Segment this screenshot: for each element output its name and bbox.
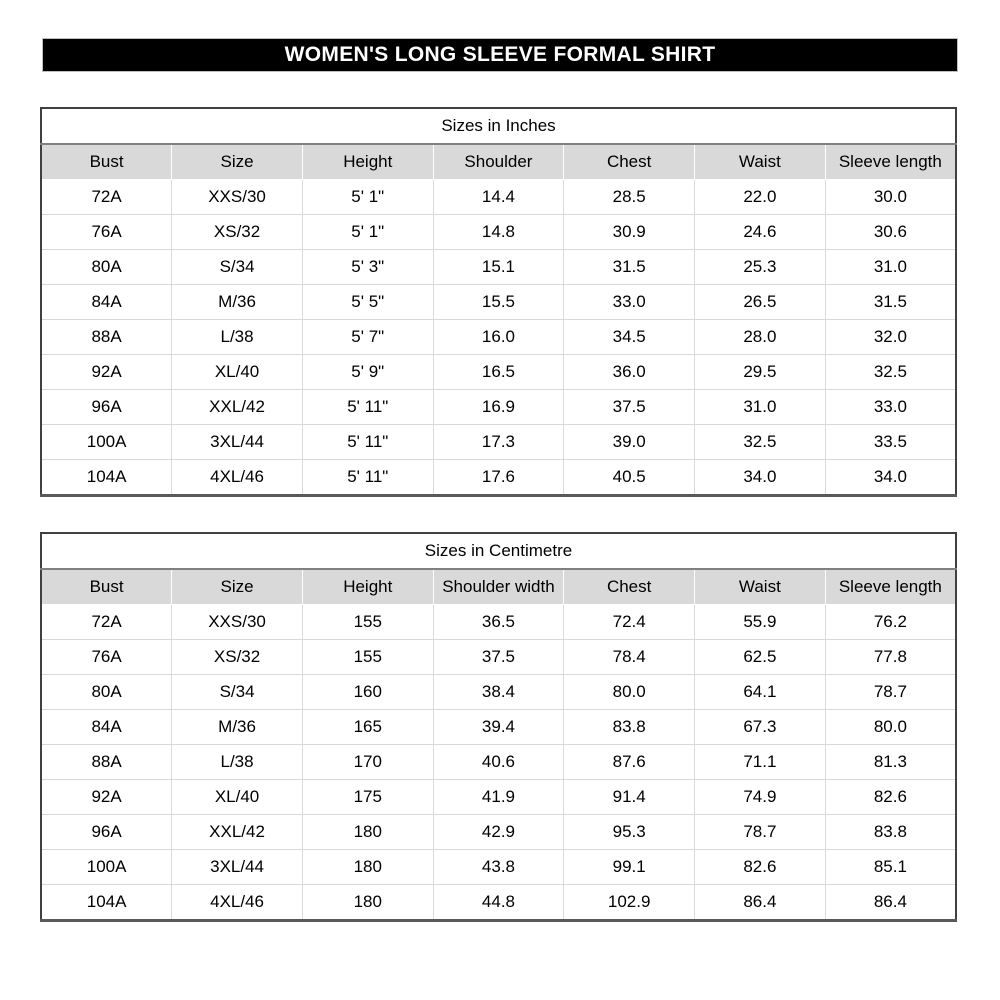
table-caption-row — [41, 533, 956, 569]
table-cell: 170 — [302, 745, 433, 780]
table-cell: M/36 — [172, 285, 303, 320]
table-row — [41, 425, 956, 460]
table-row — [41, 885, 956, 921]
table-cell: 64.1 — [695, 675, 826, 710]
table-cell: L/38 — [172, 745, 303, 780]
table-row — [41, 390, 956, 425]
table-cell: 5' 11" — [302, 460, 433, 496]
table-cell: 86.4 — [695, 885, 826, 921]
table-cell: 31.5 — [825, 285, 956, 320]
table-row — [41, 710, 956, 745]
table-cell: 81.3 — [825, 745, 956, 780]
table-row — [41, 180, 956, 215]
table-cell: 76.2 — [825, 605, 956, 640]
table-cell: 78.7 — [825, 675, 956, 710]
table-cell: 43.8 — [433, 850, 564, 885]
table-cell: 26.5 — [695, 285, 826, 320]
table-cell: 76A — [41, 215, 172, 250]
table-cell: 104A — [41, 460, 172, 496]
table-body — [41, 180, 956, 496]
table-cell: 30.6 — [825, 215, 956, 250]
table-cell: 28.5 — [564, 180, 695, 215]
table-cell: 32.5 — [695, 425, 826, 460]
table-cell: 84A — [41, 710, 172, 745]
table-row — [41, 850, 956, 885]
table-cell: XS/32 — [172, 640, 303, 675]
table-cell: S/34 — [172, 250, 303, 285]
table-cell: 33.0 — [564, 285, 695, 320]
table-cell: 72.4 — [564, 605, 695, 640]
table-cell: 17.6 — [433, 460, 564, 496]
table-cell: 82.6 — [825, 780, 956, 815]
table-cell: 85.1 — [825, 850, 956, 885]
column-header-waist: Waist — [695, 144, 826, 180]
table-cell: 160 — [302, 675, 433, 710]
table-cell: 32.5 — [825, 355, 956, 390]
table-header-row — [41, 144, 956, 180]
table-row — [41, 320, 956, 355]
table-cell: 5' 5" — [302, 285, 433, 320]
table-cell: 29.5 — [695, 355, 826, 390]
table-cell: 22.0 — [695, 180, 826, 215]
table-cell: XXL/42 — [172, 390, 303, 425]
table-cell: 31.5 — [564, 250, 695, 285]
table-row — [41, 605, 956, 640]
table-cell: 80A — [41, 250, 172, 285]
table-row — [41, 640, 956, 675]
table-cell: M/36 — [172, 710, 303, 745]
table-cell: 40.5 — [564, 460, 695, 496]
table-cell: 34.0 — [825, 460, 956, 496]
table-cell: 77.8 — [825, 640, 956, 675]
table-row — [41, 460, 956, 496]
table-cell: 14.8 — [433, 215, 564, 250]
table-cell: 62.5 — [695, 640, 826, 675]
table-cell: 33.5 — [825, 425, 956, 460]
table-cell: 155 — [302, 640, 433, 675]
table-cell: 71.1 — [695, 745, 826, 780]
column-header-sleeve-length: Sleeve length — [825, 144, 956, 180]
table-cell: 104A — [41, 885, 172, 921]
table-cell: 102.9 — [564, 885, 695, 921]
table-cell: 32.0 — [825, 320, 956, 355]
table-cell: 88A — [41, 745, 172, 780]
table-cell: 30.9 — [564, 215, 695, 250]
table-cell: 5' 11" — [302, 390, 433, 425]
table-cell: 96A — [41, 390, 172, 425]
table-cell: S/34 — [172, 675, 303, 710]
table-cell: XL/40 — [172, 780, 303, 815]
table-row — [41, 780, 956, 815]
table-cell: 80.0 — [564, 675, 695, 710]
table-cell: 16.5 — [433, 355, 564, 390]
column-header-shoulder: Shoulder — [433, 144, 564, 180]
table-cell: 38.4 — [433, 675, 564, 710]
table-cell: XXS/30 — [172, 180, 303, 215]
table-cell: 72A — [41, 180, 172, 215]
table-cell: 3XL/44 — [172, 850, 303, 885]
table-cell: 16.0 — [433, 320, 564, 355]
column-header-size: Size — [172, 144, 303, 180]
table-cell: 180 — [302, 850, 433, 885]
column-header-waist: Waist — [695, 569, 826, 605]
table-cell: 74.9 — [695, 780, 826, 815]
table-cell: 5' 3" — [302, 250, 433, 285]
table-cell: 40.6 — [433, 745, 564, 780]
table-cell: 72A — [41, 605, 172, 640]
table-cell: 80A — [41, 675, 172, 710]
table-cell: 15.5 — [433, 285, 564, 320]
table-cell: 92A — [41, 780, 172, 815]
table-cell: 31.0 — [825, 250, 956, 285]
table-cell: 39.4 — [433, 710, 564, 745]
table-cell: 84A — [41, 285, 172, 320]
table-cell: 3XL/44 — [172, 425, 303, 460]
table-cell: XXL/42 — [172, 815, 303, 850]
table-cell: 5' 9" — [302, 355, 433, 390]
table-cell: 83.8 — [564, 710, 695, 745]
table-row — [41, 250, 956, 285]
table-cell: 100A — [41, 425, 172, 460]
table-cell: XS/32 — [172, 215, 303, 250]
table-caption-row — [41, 108, 956, 144]
table-cell: 5' 7" — [302, 320, 433, 355]
table-cell: 37.5 — [433, 640, 564, 675]
sizes-in-centimetre-table — [40, 532, 957, 922]
column-header-height: Height — [302, 569, 433, 605]
table-cell: 86.4 — [825, 885, 956, 921]
table-cell: 155 — [302, 605, 433, 640]
table-cell: 180 — [302, 815, 433, 850]
table-cell: 34.0 — [695, 460, 826, 496]
table-cell: 17.3 — [433, 425, 564, 460]
table-cell: 39.0 — [564, 425, 695, 460]
table-cell: 36.0 — [564, 355, 695, 390]
table-cell: 37.5 — [564, 390, 695, 425]
table-cell: 5' 1" — [302, 215, 433, 250]
table-cell: 55.9 — [695, 605, 826, 640]
table-row — [41, 815, 956, 850]
table-cell: 180 — [302, 885, 433, 921]
table-row — [41, 285, 956, 320]
column-header-chest: Chest — [564, 144, 695, 180]
table-cell: 25.3 — [695, 250, 826, 285]
table-body — [41, 605, 956, 921]
column-header-chest: Chest — [564, 569, 695, 605]
table-cell: 15.1 — [433, 250, 564, 285]
table-cell: 92A — [41, 355, 172, 390]
table-cell: 80.0 — [825, 710, 956, 745]
table-cell: 14.4 — [433, 180, 564, 215]
column-header-sleeve-length: Sleeve length — [825, 569, 956, 605]
table-caption: Sizes in Inches — [41, 108, 956, 144]
table-cell: 5' 1" — [302, 180, 433, 215]
table-cell: 100A — [41, 850, 172, 885]
column-header-shoulder-width: Shoulder width — [433, 569, 564, 605]
table-cell: 67.3 — [695, 710, 826, 745]
table-cell: L/38 — [172, 320, 303, 355]
page-title: WOMEN'S LONG SLEEVE FORMAL SHIRT — [284, 43, 716, 66]
table-cell: 91.4 — [564, 780, 695, 815]
table-cell: 30.0 — [825, 180, 956, 215]
sizes-in-inches-table — [40, 107, 957, 497]
table-cell: 165 — [302, 710, 433, 745]
table-cell: 34.5 — [564, 320, 695, 355]
table-cell: 78.7 — [695, 815, 826, 850]
table-cell: 76A — [41, 640, 172, 675]
table-cell: 99.1 — [564, 850, 695, 885]
table-cell: 41.9 — [433, 780, 564, 815]
column-header-height: Height — [302, 144, 433, 180]
table-cell: 5' 11" — [302, 425, 433, 460]
table-cell: 78.4 — [564, 640, 695, 675]
table-cell: 83.8 — [825, 815, 956, 850]
table-cell: XXS/30 — [172, 605, 303, 640]
table-cell: 95.3 — [564, 815, 695, 850]
table-cell: 28.0 — [695, 320, 826, 355]
table-cell: 42.9 — [433, 815, 564, 850]
table-cell: 175 — [302, 780, 433, 815]
table-cell: 24.6 — [695, 215, 826, 250]
table-row — [41, 745, 956, 780]
column-header-bust: Bust — [41, 569, 172, 605]
table-header-row — [41, 569, 956, 605]
table-row — [41, 215, 956, 250]
table-cell: 82.6 — [695, 850, 826, 885]
table-cell: 4XL/46 — [172, 460, 303, 496]
table-row — [41, 675, 956, 710]
column-header-size: Size — [172, 569, 303, 605]
table-cell: 16.9 — [433, 390, 564, 425]
table-row — [41, 355, 956, 390]
table-cell: 36.5 — [433, 605, 564, 640]
table-cell: 96A — [41, 815, 172, 850]
table-cell: XL/40 — [172, 355, 303, 390]
title-banner — [42, 38, 958, 72]
table-cell: 44.8 — [433, 885, 564, 921]
table-cell: 88A — [41, 320, 172, 355]
table-cell: 4XL/46 — [172, 885, 303, 921]
table-cell: 33.0 — [825, 390, 956, 425]
table-cell: 87.6 — [564, 745, 695, 780]
column-header-bust: Bust — [41, 144, 172, 180]
table-caption: Sizes in Centimetre — [41, 533, 956, 569]
table-cell: 31.0 — [695, 390, 826, 425]
